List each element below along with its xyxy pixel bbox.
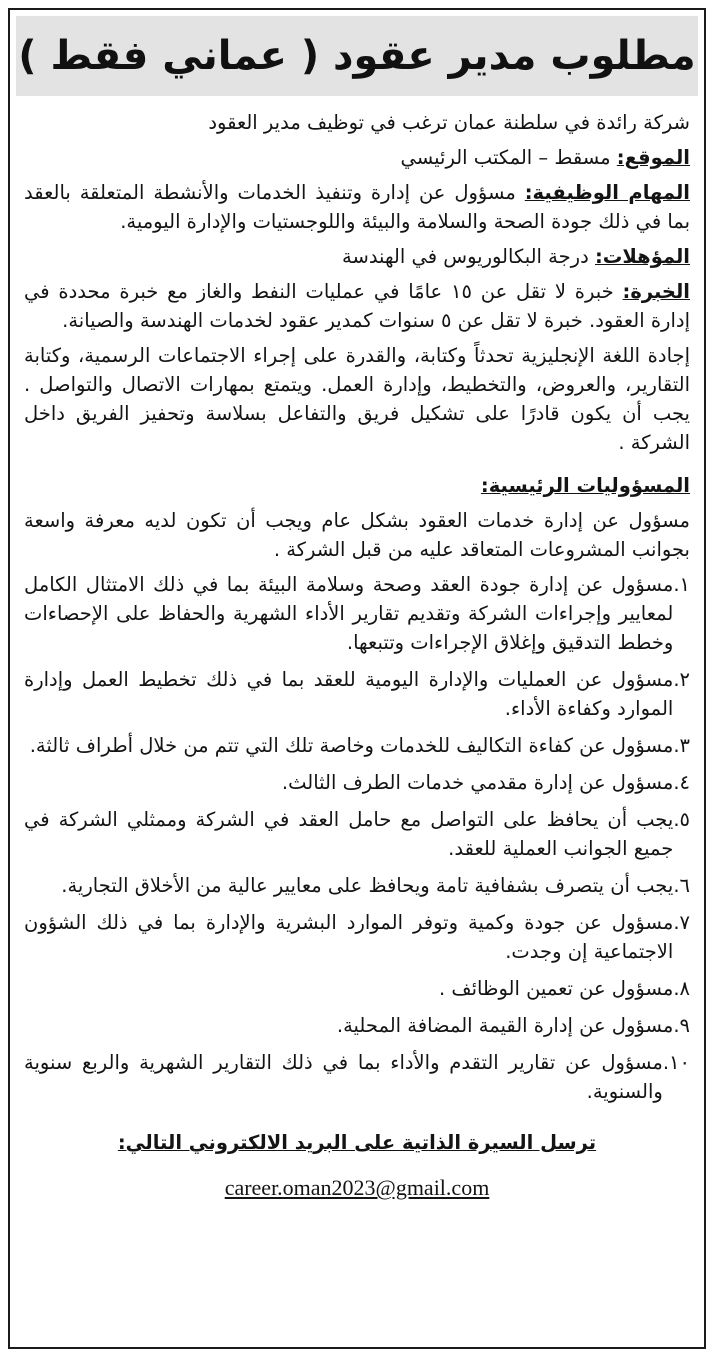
item-number: ٨.: [673, 977, 690, 1000]
item-text: يجب أن يتصرف بشفافية تامة ويحافظ على معايير عالية من الأخلاق التجارية.: [61, 874, 674, 897]
responsibilities-heading: المسؤوليات الرئيسية:: [480, 474, 690, 497]
list-item: [24, 731, 690, 760]
qualifications-line: [24, 242, 690, 271]
location-value: مسقط – المكتب الرئيسي: [400, 146, 617, 169]
title-bar: [16, 16, 698, 96]
ad-body: [10, 102, 704, 1202]
location-line: [24, 143, 690, 172]
item-number: ٣.: [673, 734, 690, 757]
item-text: مسؤول عن كفاءة التكاليف للخدمات وخاصة تلك التي تتم من خلال أطراف ثالثة.: [29, 734, 674, 757]
item-number: ١.: [673, 573, 690, 596]
item-text: مسؤول عن إدارة جودة العقد وصحة وسلامة البيئة بما في ذلك الامتثال الكامل لمعايير وإجراءات الشركة وتقديم تقارير الأداء الشهرية والحفاظ على الإحصاءات وخطط التدقيق وإغلاق الإجراءات وتتبعها.: [24, 573, 674, 654]
duties-value: مسؤول عن إدارة وتنفيذ الخدمات والأنشطة المتعلقة بالعقد بما في ذلك جودة الصحة والسلامة والبيئة واللوجستيات والإدارة اليومية.: [24, 181, 690, 233]
list-item: [24, 871, 690, 900]
item-text: مسؤول عن إدارة مقدمي خدمات الطرف الثالث.: [281, 771, 674, 794]
experience-line: [24, 277, 690, 335]
item-number: ٥.: [673, 808, 690, 831]
list-item: [24, 570, 690, 657]
duties-label: المهام الوظيفية:: [524, 181, 690, 204]
contact-email: career.oman2023@gmail.com: [224, 1175, 490, 1200]
experience-value: خبرة لا تقل عن ١٥ عامًا في عمليات النفط والغاز مع خبرة محددة في إدارة العقود. خبرة لا تقل عن ٥ سنوات كمدير عقود لخدمات الهندسة والصيانة.: [24, 280, 690, 332]
duties-line: [24, 178, 690, 236]
experience-label: الخبرة:: [622, 280, 690, 303]
qualifications-value: درجة البكالوريوس في الهندسة: [342, 245, 595, 268]
intro-text: شركة رائدة في سلطنة عمان ترغب في توظيف مدير العقود: [208, 111, 690, 134]
item-text: مسؤول عن جودة وكمية وتوفر الموارد البشرية والإدارة بما في ذلك الشؤون الاجتماعية إن وجدت.: [24, 911, 674, 963]
list-item: [24, 1048, 690, 1106]
item-number: ٧.: [673, 911, 690, 934]
item-text: مسؤول عن تعمين الوظائف .: [438, 977, 674, 1000]
item-number: ٦.: [673, 874, 690, 897]
item-text: مسؤول عن تقارير التقدم والأداء بما في ذلك التقارير الشهرية والربع سنوية والسنوية.: [24, 1051, 663, 1103]
item-text: مسؤول عن إدارة القيمة المضافة المحلية.: [336, 1014, 674, 1037]
list-item: [24, 974, 690, 1003]
item-number: ٢.: [673, 668, 690, 691]
page-title: مطلوب مدير عقود ( عماني فقط ): [18, 33, 696, 79]
list-item: [24, 768, 690, 797]
item-number: ١٠.: [662, 1051, 690, 1074]
responsibilities-list: [24, 570, 690, 1106]
item-number: ٤.: [673, 771, 690, 794]
list-item: [24, 908, 690, 966]
item-text: يجب أن يحافظ على التواصل مع حامل العقد في الشركة وممثلي الشركة في جميع الجوانب العملية للعقد.: [24, 808, 674, 860]
location-label: الموقع:: [616, 146, 690, 169]
list-item: [24, 1011, 690, 1040]
list-item: [24, 665, 690, 723]
list-item: [24, 805, 690, 863]
responsibilities-intro: مسؤول عن إدارة خدمات العقود بشكل عام ويجب أن تكون لديه معرفة واسعة بجوانب المشروعات المتعاقد عليه من قبل الشركة .: [24, 509, 690, 561]
skills-text: إجادة اللغة الإنجليزية تحدثاً وكتابة، والقدرة على إجراء الاجتماعات الرسمية، وكتابة التقارير، والعروض، والتخطيط، وإدارة العمل. ويتمتع بمهارات الاتصال والتواصل . يجب أن يكون قادرًا على تشكيل فريق والتفاعل بسلاسة وتحفيز الفريق داخل الشركة .: [24, 344, 690, 454]
advertisement-frame: [8, 8, 706, 1349]
qualifications-label: المؤهلات:: [594, 245, 690, 268]
item-number: ٩.: [673, 1014, 690, 1037]
item-text: مسؤول عن العمليات والإدارة اليومية للعقد بما في ذلك تخطيط العمل وإدارة الموارد وكفاءة الأداء.: [24, 668, 674, 720]
send-cv-instruction: ترسل السيرة الذاتية على البريد الالكتروني التالي:: [117, 1131, 597, 1154]
